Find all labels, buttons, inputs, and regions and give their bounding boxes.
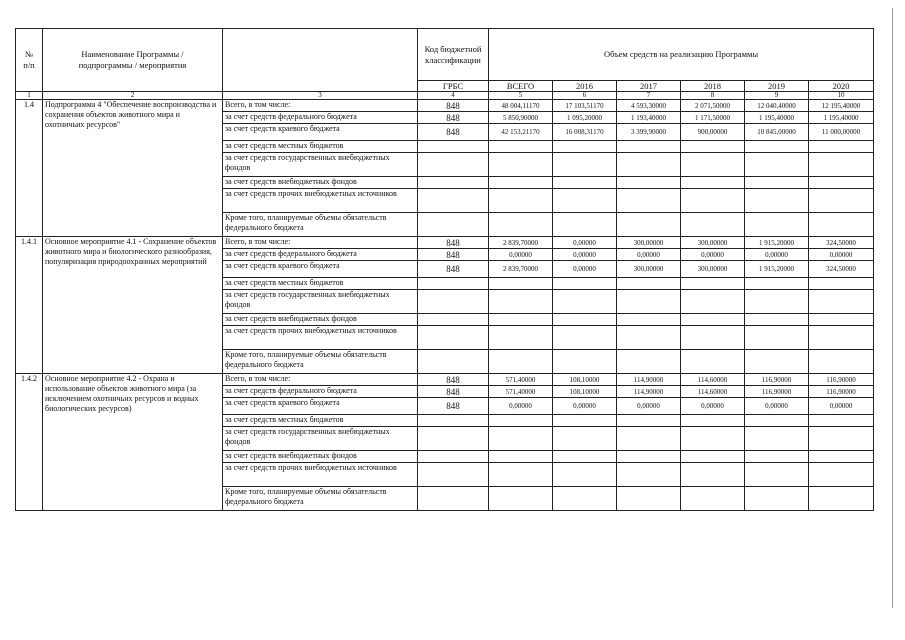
value-year: 114,90000 <box>617 374 681 386</box>
value-year: 11 000,00000 <box>809 124 874 141</box>
value-year <box>681 326 745 350</box>
value-year <box>745 177 809 189</box>
value-year <box>617 278 681 290</box>
value-year <box>617 451 681 463</box>
funding-source: за счет средств прочих внебюджетных источников <box>223 463 418 487</box>
value-year <box>553 278 617 290</box>
value-year <box>681 177 745 189</box>
grbs-code <box>418 314 489 326</box>
grbs-code <box>418 427 489 451</box>
value-year: 324,50000 <box>809 237 874 249</box>
section-number: 1.4.1 <box>16 237 43 374</box>
colnum-cell: 10 <box>809 92 874 100</box>
value-year <box>745 290 809 314</box>
value-year <box>809 314 874 326</box>
value-year: 0,00000 <box>681 249 745 261</box>
value-year: 0,00000 <box>553 261 617 278</box>
grbs-code <box>418 141 489 153</box>
value-year <box>553 463 617 487</box>
value-year: 0,00000 <box>745 398 809 415</box>
value-year <box>553 326 617 350</box>
section-name: Основное мероприятие 4.1 - Сохранение объектов животного мира и биологического разнообразия, популяризация природоохранных мероприятий <box>43 237 223 374</box>
grbs-code: 848 <box>418 261 489 278</box>
value-year <box>553 141 617 153</box>
value-year: 2 071,50000 <box>681 100 745 112</box>
value-total: 42 153,21170 <box>489 124 553 141</box>
page-edge-line <box>892 8 893 608</box>
value-year: 12 195,40000 <box>809 100 874 112</box>
funding-source: Всего, в том числе: <box>223 237 418 249</box>
header-name: Наименование Программы / подпрограммы / мероприятия <box>43 29 223 92</box>
budget-table-container <box>15 28 874 511</box>
value-year <box>745 189 809 213</box>
value-year <box>681 278 745 290</box>
value-year <box>745 278 809 290</box>
value-year <box>553 487 617 511</box>
value-year <box>553 451 617 463</box>
grbs-code <box>418 463 489 487</box>
value-year <box>745 451 809 463</box>
header-year-2019: 2019 <box>745 81 809 92</box>
grbs-code <box>418 350 489 374</box>
value-total: 48 004,11170 <box>489 100 553 112</box>
value-year <box>745 427 809 451</box>
value-year <box>809 451 874 463</box>
value-year: 116,90000 <box>809 386 874 398</box>
value-year: 1 915,20000 <box>745 237 809 249</box>
colnum-cell: 8 <box>681 92 745 100</box>
funding-source: за счет средств прочих внебюджетных источников <box>223 326 418 350</box>
grbs-code <box>418 177 489 189</box>
colnum-cell: 1 <box>16 92 43 100</box>
value-year: 324,50000 <box>809 261 874 278</box>
value-total <box>489 427 553 451</box>
funding-source: за счет средств федерального бюджета <box>223 249 418 261</box>
value-year <box>745 326 809 350</box>
value-year <box>745 314 809 326</box>
column-number-row <box>16 92 874 100</box>
value-year <box>681 415 745 427</box>
grbs-code <box>418 290 489 314</box>
value-year <box>681 153 745 177</box>
value-year <box>617 415 681 427</box>
value-year: 300,00000 <box>681 237 745 249</box>
value-year: 0,00000 <box>553 398 617 415</box>
funding-source: Кроме того, планируемые объемы обязательств федерального бюджета <box>223 213 418 237</box>
value-year <box>809 290 874 314</box>
value-year <box>745 415 809 427</box>
value-year <box>745 487 809 511</box>
budget-table <box>15 28 874 511</box>
header-total: ВСЕГО <box>489 81 553 92</box>
table-row <box>16 237 874 249</box>
grbs-code <box>418 213 489 237</box>
value-total: 5 850,90000 <box>489 112 553 124</box>
value-year: 300,00000 <box>617 261 681 278</box>
grbs-code: 848 <box>418 398 489 415</box>
value-total: 2 839,70000 <box>489 261 553 278</box>
funding-source: Всего, в том числе: <box>223 374 418 386</box>
grbs-code: 848 <box>418 386 489 398</box>
value-year <box>617 463 681 487</box>
funding-source: за счет средств государственных внебюджетных фондов <box>223 153 418 177</box>
colnum-cell: 4 <box>418 92 489 100</box>
grbs-code <box>418 451 489 463</box>
value-year <box>681 290 745 314</box>
value-total <box>489 278 553 290</box>
value-year: 114,90000 <box>617 386 681 398</box>
colnum-cell: 3 <box>223 92 418 100</box>
value-year <box>809 427 874 451</box>
value-year <box>617 213 681 237</box>
value-year: 114,60000 <box>681 374 745 386</box>
value-year <box>745 153 809 177</box>
funding-source: за счет средств краевого бюджета <box>223 398 418 415</box>
value-total <box>489 415 553 427</box>
value-year <box>809 415 874 427</box>
value-year <box>617 189 681 213</box>
grbs-code: 848 <box>418 249 489 261</box>
value-year: 0,00000 <box>809 398 874 415</box>
value-year <box>681 451 745 463</box>
funding-source: за счет средств федерального бюджета <box>223 112 418 124</box>
funding-source: за счет средств местных бюджетов <box>223 141 418 153</box>
section-name: Основное мероприятие 4.2 - Охрана и использование объектов животного мира (за исключением охотничьих ресурсов и водных биологических ресурсов) <box>43 374 223 511</box>
value-total <box>489 326 553 350</box>
value-year <box>745 463 809 487</box>
value-year: 0,00000 <box>809 249 874 261</box>
value-total <box>489 141 553 153</box>
value-year <box>809 189 874 213</box>
table-row <box>16 374 874 386</box>
value-total <box>489 213 553 237</box>
value-year: 108,10000 <box>553 386 617 398</box>
header-empty <box>223 29 418 92</box>
value-year <box>681 463 745 487</box>
value-year: 0,00000 <box>681 398 745 415</box>
funding-source: за счет средств местных бюджетов <box>223 278 418 290</box>
value-year <box>809 278 874 290</box>
funding-source: Кроме того, планируемые объемы обязательств федерального бюджета <box>223 487 418 511</box>
value-year <box>809 213 874 237</box>
header-year-2018: 2018 <box>681 81 745 92</box>
value-year <box>809 153 874 177</box>
value-total: 0,00000 <box>489 398 553 415</box>
funding-source: за счет средств федерального бюджета <box>223 386 418 398</box>
grbs-code <box>418 326 489 350</box>
section-number: 1.4 <box>16 100 43 237</box>
value-year: 12 040,40000 <box>745 100 809 112</box>
header-year-2016: 2016 <box>553 81 617 92</box>
value-total: 0,00000 <box>489 249 553 261</box>
value-total: 571,40000 <box>489 386 553 398</box>
value-year <box>553 153 617 177</box>
value-year: 1 915,20000 <box>745 261 809 278</box>
value-year: 17 103,51170 <box>553 100 617 112</box>
value-year <box>809 350 874 374</box>
header-row-top <box>16 29 874 81</box>
value-year <box>553 213 617 237</box>
value-total <box>489 153 553 177</box>
colnum-cell: 2 <box>43 92 223 100</box>
value-year <box>553 177 617 189</box>
value-year: 1 095,20000 <box>553 112 617 124</box>
value-year: 0,00000 <box>553 237 617 249</box>
value-year <box>553 290 617 314</box>
value-year <box>553 415 617 427</box>
value-year <box>809 463 874 487</box>
value-year <box>681 350 745 374</box>
value-total: 2 839,70000 <box>489 237 553 249</box>
value-year <box>553 350 617 374</box>
funding-source: за счет средств государственных внебюджетных фондов <box>223 290 418 314</box>
value-year <box>617 153 681 177</box>
value-year: 0,00000 <box>617 398 681 415</box>
value-year <box>745 213 809 237</box>
value-year: 0,00000 <box>745 249 809 261</box>
value-year: 116,90000 <box>745 374 809 386</box>
value-year: 116,90000 <box>809 374 874 386</box>
value-year <box>809 326 874 350</box>
value-year: 108,10000 <box>553 374 617 386</box>
value-year <box>617 487 681 511</box>
header-kbk: Код бюджетной классификации <box>418 29 489 81</box>
section-name: Подпрограмма 4 "Обеспечение воспроизводства и сохранения объектов животного мира и охотничьих ресурсов" <box>43 100 223 237</box>
value-year <box>617 290 681 314</box>
header-year-2017: 2017 <box>617 81 681 92</box>
value-total <box>489 487 553 511</box>
grbs-code <box>418 189 489 213</box>
value-year: 10 845,00000 <box>745 124 809 141</box>
value-year <box>617 326 681 350</box>
grbs-code: 848 <box>418 374 489 386</box>
header-year-2020: 2020 <box>809 81 874 92</box>
value-year <box>617 141 681 153</box>
value-year <box>617 350 681 374</box>
value-year: 3 399,90000 <box>617 124 681 141</box>
value-year <box>617 177 681 189</box>
value-total <box>489 314 553 326</box>
funding-source: за счет средств внебюджетных фондов <box>223 451 418 463</box>
value-year <box>617 314 681 326</box>
funding-source: за счет средств краевого бюджета <box>223 261 418 278</box>
value-total <box>489 177 553 189</box>
value-year: 900,00000 <box>681 124 745 141</box>
funding-source: за счет средств государственных внебюджетных фондов <box>223 427 418 451</box>
grbs-code: 848 <box>418 124 489 141</box>
value-year: 1 171,50000 <box>681 112 745 124</box>
header-volume: Объем средств на реализацию Программы <box>489 29 874 81</box>
value-year <box>681 189 745 213</box>
funding-source: за счет средств прочих внебюджетных источников <box>223 189 418 213</box>
colnum-cell: 7 <box>617 92 681 100</box>
value-year <box>809 141 874 153</box>
funding-source: за счет средств местных бюджетов <box>223 415 418 427</box>
colnum-cell: 5 <box>489 92 553 100</box>
value-total <box>489 189 553 213</box>
value-year: 1 195,40000 <box>745 112 809 124</box>
grbs-code <box>418 487 489 511</box>
header-num: № п/п <box>16 29 43 92</box>
value-year <box>553 189 617 213</box>
value-year <box>809 177 874 189</box>
grbs-code <box>418 153 489 177</box>
funding-source: за счет средств краевого бюджета <box>223 124 418 141</box>
value-year <box>553 427 617 451</box>
value-year <box>745 141 809 153</box>
value-year: 4 593,30000 <box>617 100 681 112</box>
funding-source: Всего, в том числе: <box>223 100 418 112</box>
value-year <box>681 427 745 451</box>
table-row <box>16 100 874 112</box>
value-year: 116,90000 <box>745 386 809 398</box>
value-year: 16 008,31170 <box>553 124 617 141</box>
value-year <box>809 487 874 511</box>
grbs-code: 848 <box>418 100 489 112</box>
value-year: 0,00000 <box>617 249 681 261</box>
grbs-code: 848 <box>418 237 489 249</box>
colnum-cell: 6 <box>553 92 617 100</box>
funding-source: за счет средств внебюджетных фондов <box>223 314 418 326</box>
value-total <box>489 290 553 314</box>
section-number: 1.4.2 <box>16 374 43 511</box>
value-year <box>745 350 809 374</box>
value-total <box>489 350 553 374</box>
grbs-code <box>418 415 489 427</box>
value-year: 0,00000 <box>553 249 617 261</box>
colnum-cell: 9 <box>745 92 809 100</box>
value-total <box>489 463 553 487</box>
value-total: 571,40000 <box>489 374 553 386</box>
funding-source: за счет средств внебюджетных фондов <box>223 177 418 189</box>
value-year: 1 193,40000 <box>617 112 681 124</box>
value-year <box>553 314 617 326</box>
value-year: 114,60000 <box>681 386 745 398</box>
header-grbs: ГРБС <box>418 81 489 92</box>
value-year: 300,00000 <box>617 237 681 249</box>
value-year <box>681 314 745 326</box>
value-year <box>617 427 681 451</box>
value-year: 300,00000 <box>681 261 745 278</box>
funding-source: Кроме того, планируемые объемы обязательств федерального бюджета <box>223 350 418 374</box>
value-year <box>681 213 745 237</box>
value-year <box>681 141 745 153</box>
grbs-code <box>418 278 489 290</box>
grbs-code: 848 <box>418 112 489 124</box>
value-year <box>681 487 745 511</box>
value-year: 1 195,40000 <box>809 112 874 124</box>
value-total <box>489 451 553 463</box>
